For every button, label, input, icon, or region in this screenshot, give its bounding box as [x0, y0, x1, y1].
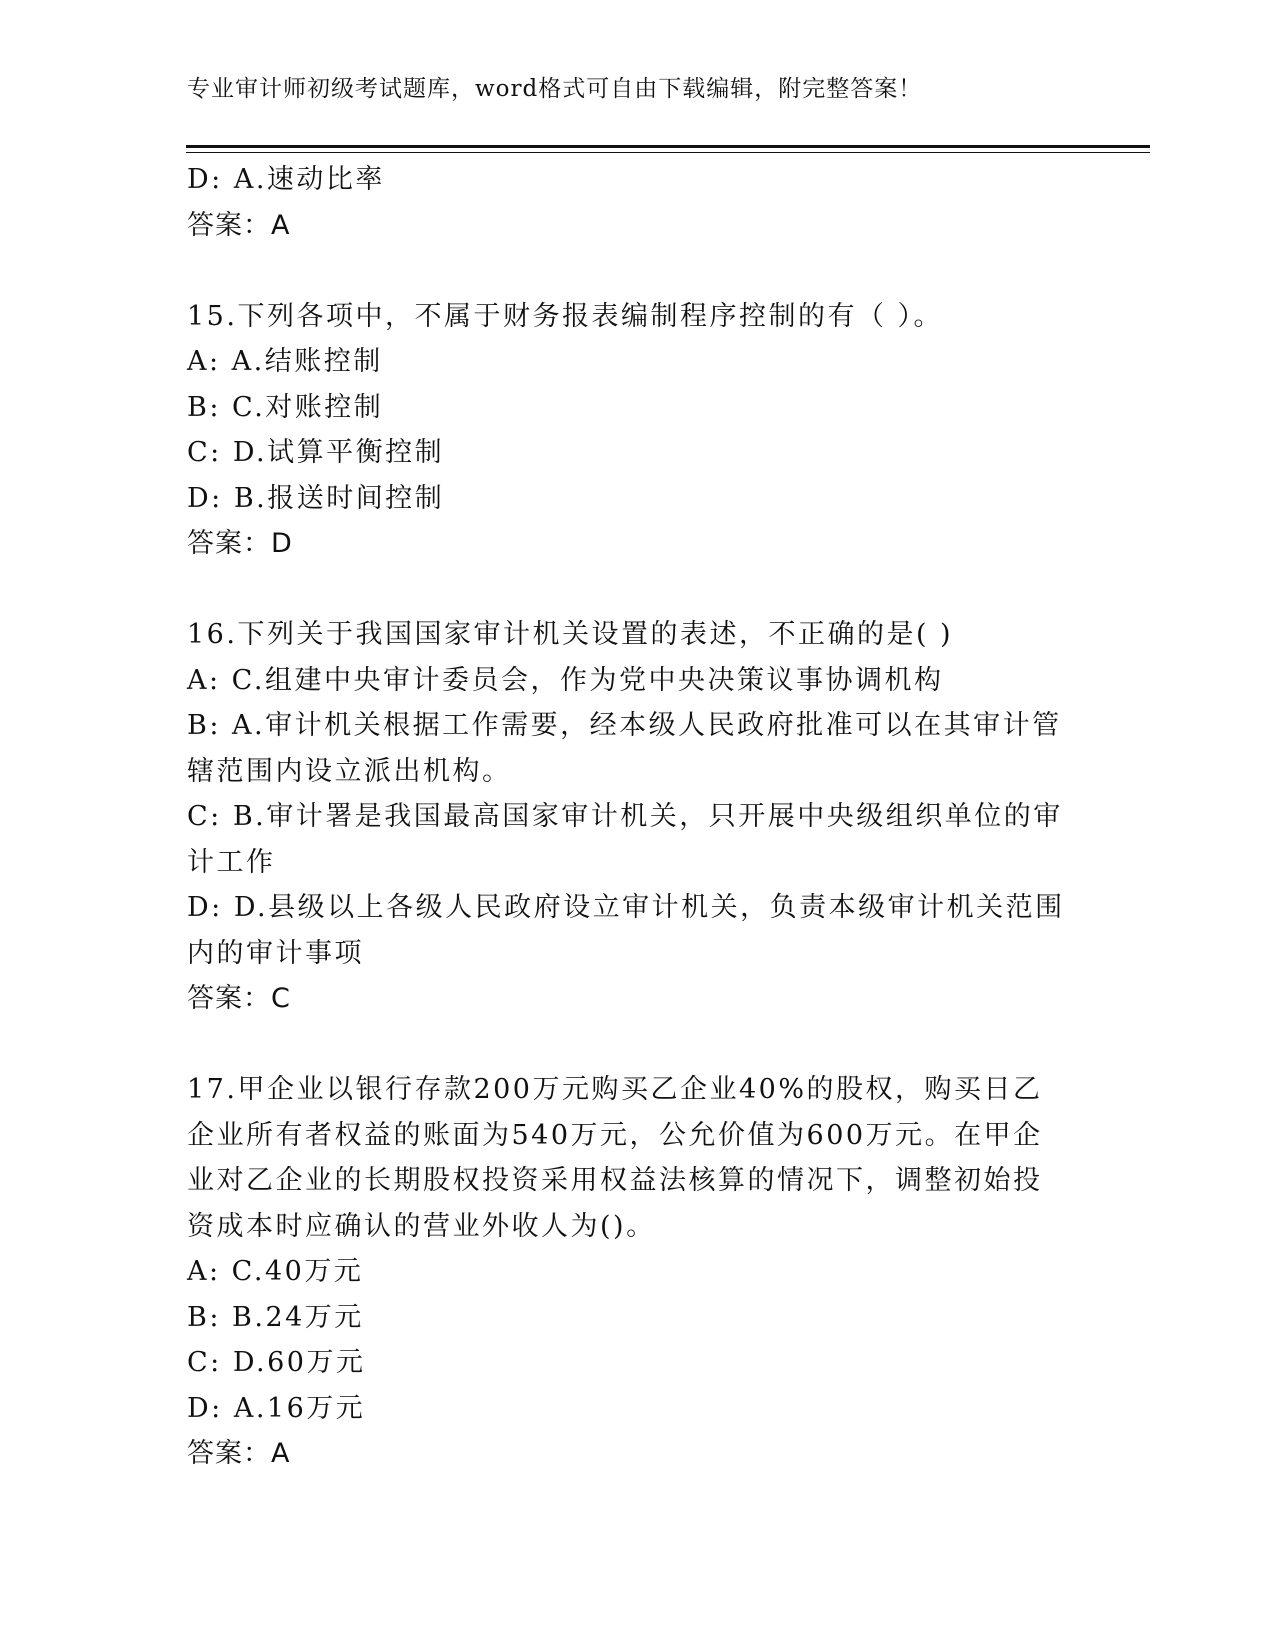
option-line: B: B.24万元	[187, 1301, 364, 1333]
option-line: A: C.40万元	[187, 1256, 364, 1287]
option-line: C: D.试算平衡控制	[187, 437, 445, 468]
answer-line: 答案：D	[187, 528, 293, 559]
question-content	[187, 157, 1087, 1477]
spacer	[187, 567, 1087, 613]
option-line: C: D.60万元	[187, 1347, 366, 1378]
question-16: 16.下列关于我国国家审计机关设置的表述，不正确的是( )	[187, 619, 954, 650]
question-17: 17.甲企业以银行存款200万元购买乙企业40%的股权，购买日乙企业所有者权益的账面为540万元，公允价值为600万元。在甲企业对乙企业的长期股权投资采用权益法核算的情况下，调整初始投资成本时应确认的营业外收人为()。	[187, 1074, 1043, 1242]
option-line: D: A.速动比率	[187, 164, 385, 195]
spacer	[187, 1022, 1087, 1068]
option-line: D: D.县级以上各级人民政府设立审计机关，负责本级审计机关范围内的审计事项	[187, 892, 1065, 969]
option-line: D: A.16万元	[187, 1392, 366, 1424]
option-line: A: A.结账控制	[187, 346, 383, 377]
answer-line: 答案：A	[187, 209, 291, 241]
option-line: D: B.报送时间控制	[187, 482, 445, 514]
header-rule-thick	[186, 145, 1150, 148]
option-line: A: C.组建中央审计委员会，作为党中央决策议事协调机构	[187, 664, 944, 696]
answer-line: 答案：C	[187, 983, 291, 1014]
answer-line: 答案：A	[187, 1438, 291, 1469]
option-line: C: B.审计署是我国最高国家审计机关，只开展中央级组织单位的审计工作	[187, 801, 1063, 878]
question-15: 15.下列各项中，不属于财务报表编制程序控制的有（ ）。	[187, 300, 944, 332]
page-header: 专业审计师初级考试题库，word格式可自由下载编辑，附完整答案！	[187, 76, 923, 102]
spacer	[187, 248, 1087, 294]
option-line: B: A.审计机关根据工作需要，经本级人民政府批准可以在其审计管辖范围内设立派出机构。	[187, 710, 1062, 787]
header-rule-thin	[186, 152, 1150, 153]
option-line: B: C.对账控制	[187, 391, 384, 423]
